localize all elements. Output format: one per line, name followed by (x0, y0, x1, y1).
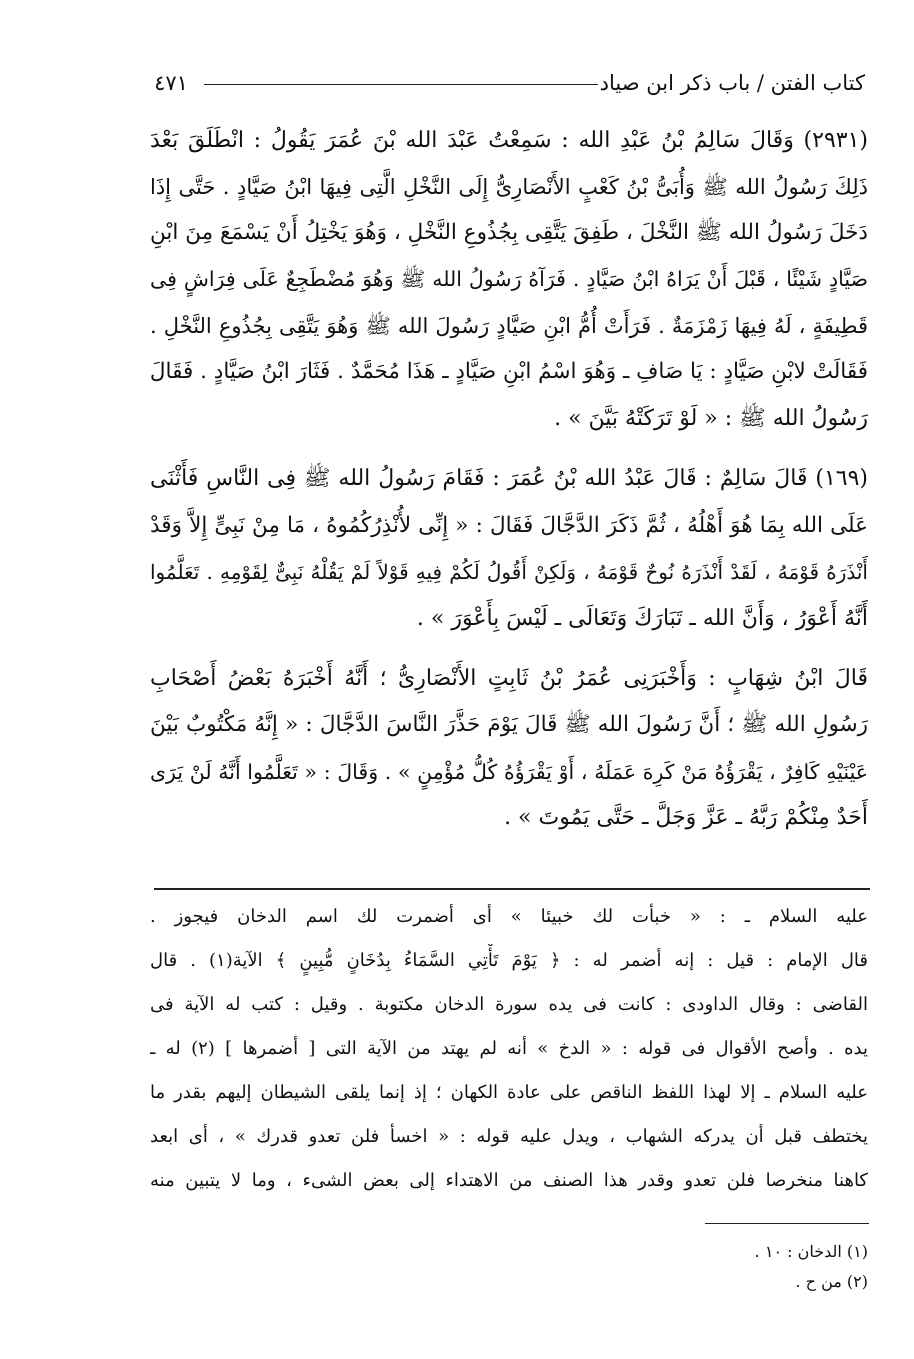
commentary-line: يده . وأصح الأقوال فى قوله : « الدخ » أنه لم يهتد من الآية التى [ أضمرها ] (٢) له ـ (150, 1038, 868, 1059)
text-line: أَنْذَرَهُ قَوْمَهُ ، لَقَدْ أَنْذَرَهُ نُوحٌ قَوْمَهُ ، وَلَكِنْ أَقُولُ لَكُمْ فِيهِ قَوْلاً لَمْ يَقُلْهُ نَبِىٌّ لِقَوْمِهِ . تَعَلَّمُوا (150, 560, 868, 584)
commentary-line: يختطف قبل أن يدركه الشهاب ، ويدل عليه قوله : « اخسأ فلن تعدو قدرك » ، أى ابعد (150, 1126, 868, 1147)
text-line: قَطِيفَةٍ ، لَهُ فِيهَا زَمْزَمَةٌ . فَرَأَتْ أُمُّ ابْنِ صَيَّادٍ رَسُولَ الله ﷺ وَهُوَ يَتَّقِى بِجُذُوعِ النَّخْلِ . (150, 314, 868, 338)
footnote: (٢) من ح . (795, 1272, 868, 1291)
text-line: ذَلِكَ رَسُولُ الله ﷺ وَأُبَىُّ بْنُ كَعْبٍ الأَنْصَارِىُّ إِلَى النَّخْلِ الَّتِى فِيهَا ابْنُ صَيَّادٍ . حَتَّى إِذَا (150, 175, 868, 199)
text-line: رَسُولِ الله ﷺ ؛ أَنَّ رَسُولَ الله ﷺ قَالَ يَوْمَ حَذَّرَ النَّاسَ الدَّجَّالَ : « إِنَّهُ مَكْتُوبٌ بَيْنَ (150, 712, 868, 737)
footnote: (١) الدخان : ١٠ . (754, 1242, 868, 1261)
text-line: (٢٩٣١) وَقَالَ سَالِمُ بْنُ عَبْدِ الله : سَمِعْتُ عَبْدَ الله بْنَ عُمَرَ يَقُولُ : انْطَلَقَ بَعْدَ (150, 128, 868, 153)
header-rule (204, 84, 598, 85)
text-line: صَيَّادٍ شَيْئًا ، قَبْلَ أَنْ يَرَاهُ ابْنُ صَيَّادٍ . فَرَآهُ رَسُولُ الله ﷺ وَهُوَ مُضْطَجِعٌ عَلَى فِرَاشٍ فِى (150, 267, 868, 291)
commentary-line: عليه السلام ـ : « خبأت لك خبيئا » أى أضمرت لك اسم الدخان فيجوز . (150, 906, 868, 927)
text-line: دَخَلَ رَسُولُ الله ﷺ النَّخْلَ ، طَفِقَ يَتَّقِى بِجُذُوعِ النَّخْلِ ، وَهُوَ يَخْتِلُ أَنْ يَسْمَعَ مِنَ ابْنِ (150, 220, 868, 245)
section-divider (154, 888, 870, 890)
commentary-line: عليه السلام ـ إلا لهذا اللفظ الناقص على عادة الكهان ؛ إذ إنما يلقى الشيطان إليهم بقدر ما (150, 1082, 868, 1103)
text-line: عَيْنَيْهِ كَافِرٌ ، يَقْرَؤُهُ مَنْ كَرِهَ عَمَلَهُ ، أَوْ يَقْرَؤُهُ كُلُّ مُؤْمِنٍ » . وَقَالَ : « تَعَلَّمُوا أَنَّهُ لَنْ يَرَى (150, 760, 868, 784)
text-line: (١٦٩) قَالَ سَالِمٌ : قَالَ عَبْدُ الله بْنُ عُمَرَ : فَقَامَ رَسُولُ الله ﷺ فِى النَّاسِ فَأَثْنَى (150, 466, 868, 491)
commentary-line: قال الإمام : قيل : إنه أضمر له : ﴿ يَوْمَ تَأْتِي السَّمَاءُ بِدُخَانٍ مُّبِينٍ ﴾ الآية(١) . قال (150, 950, 868, 971)
text-line: عَلَى الله بِمَا هُوَ أَهْلُهُ ، ثُمَّ ذَكَرَ الدَّجَّالَ فَقَالَ : « إِنِّى لأُنْذِرُكُمُوهُ ، مَا مِنْ نَبِىٍّ إِلاَّ وَقَدْ (150, 513, 868, 538)
text-line: أَحَدٌ مِنْكُمْ رَبَّهُ ـ عَزَّ وَجَلَّ ـ حَتَّى يَمُوتَ » . (504, 805, 868, 830)
page-number: ٤٧١ (154, 71, 188, 95)
commentary-line: كاهنا منخرصا فلن تعدو وقدر هذا الصنف من الاهتداء إلى بعض الشىء ، وما لا يتبين منه (150, 1170, 868, 1191)
footnote-divider (705, 1223, 869, 1224)
text-line: أَنَّهُ أَعْوَرُ ، وَأَنَّ الله ـ تَبَارَكَ وَتَعَالَى ـ لَيْسَ بِأَعْوَرَ » . (416, 606, 868, 631)
text-line: قَالَ ابْنُ شِهَابٍ : وَأَخْبَرَنِى عُمَرُ بْنُ ثَابِتٍ الأَنْصَارِىُّ ؛ أَنَّهُ أَخْبَرَهُ بَعْضُ أَصْحَابِ (150, 666, 868, 691)
commentary-line: القاضى : وقال الداودى : كانت فى يده سورة الدخان مكتوبة . وقيل : كتب له الآية فى (150, 994, 868, 1015)
running-header-title: كتاب الفتن / باب ذكر ابن صياد (599, 71, 865, 95)
text-line: فَقَالَتْ لابْنِ صَيَّادٍ : يَا صَافِ ـ وَهُوَ اسْمُ ابْنِ صَيَّادٍ ـ هَذَا مُحَمَّدٌ . فَثَارَ ابْنُ صَيَّادٍ . فَقَالَ (150, 359, 868, 384)
text-line: رَسُولُ الله ﷺ : « لَوْ تَرَكَتْهُ بَيَّنَ » . (554, 406, 868, 431)
